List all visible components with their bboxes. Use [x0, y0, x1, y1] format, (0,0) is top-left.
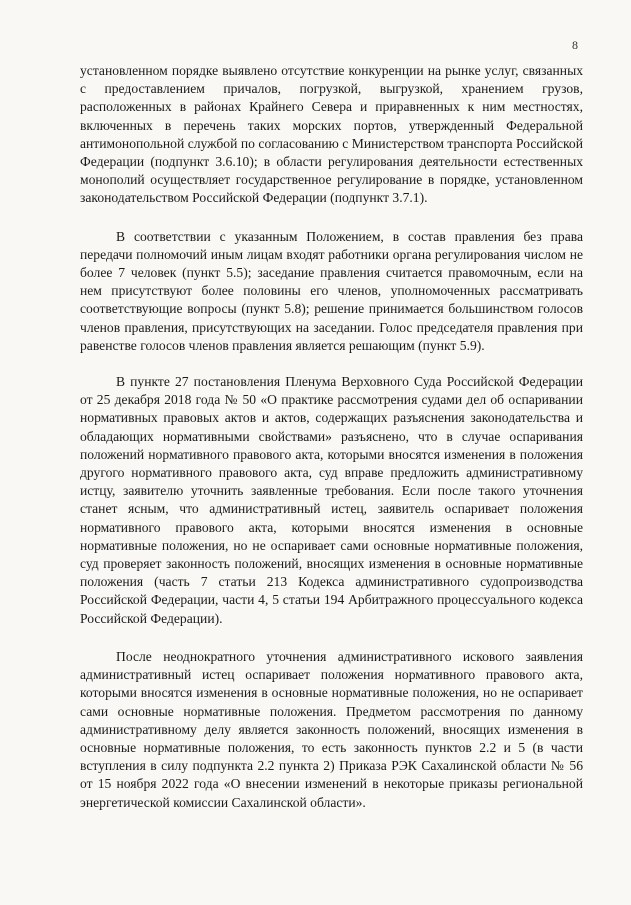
- paragraph-subject-of-review: После неоднократного уточнения административного искового заявления административный истец оспаривает положения нормативного правового акта, которыми вносятся изменения в основные нормативные положения, но не оспаривает сами основные нормативные положения. Предметом рассмотрения по данному административному делу является законность положений, вносящих изменения в основные нормативные положения, то есть законность пунктов 2.2 и 5 (в части вступления в силу подпункта 2.2 пункта 2) Приказа РЭК Сахалинской области № 56 от 15 ноября 2022 года «О внесении изменений в некоторые приказы региональной энергетической комиссии Сахалинской области».: [80, 648, 583, 810]
- paragraph-board-composition: В соответствии с указанным Положением, в состав правления без права передачи полномочий иным лицам входят работники органа регулирования числом не более 7 человек (пункт 5.5); заседание правления считается правомочным, если на нем присутствуют более половины его членов, уполномоченных рассматривать соответствующие вопросы (пункт 5.8); решение принимается большинством голосов членов правления, присутствующих на заседании. Голос председателя правления при равенстве голосов членов правления является решающим (пункт 5.9).: [80, 228, 583, 353]
- document-body: [80, 62, 583, 812]
- page-number: 8: [572, 38, 578, 52]
- paragraph-plenum-clarification: В пункте 27 постановления Пленума Верховного Суда Российской Федерации от 25 декабря 2018 года № 50 «О практике рассмотрения судами дел об оспаривании нормативных правовых актов и актов, содержащих разъяснения законодательства и обладающих нормативными свойствами» разъяснено, что в случае оспаривания положений нормативного правового акта, которыми вносятся изменения в положения другого нормативного правового акта, суд вправе предложить административному истцу, заявителю уточнить заявленные требования. Если после такого уточнения станет ясным, что административный истец, заявитель оспаривает положения нормативного правового акта, которыми вносятся изменения в основные нормативные положения, но не оспаривает сами основные нормативные положения, суд проверяет законность положений, вносящих изменения в основные нормативные положения (часть 7 статьи 213 Кодекса административного судопроизводства Российской Федерации, части 4, 5 статьи 194 Арбитражного процессуального кодекса Российской Федерации).: [80, 374, 583, 626]
- paragraph-continuation: установленном порядке выявлено отсутствие конкуренции на рынке услуг, связанных с предоставлением причалов, погрузкой, выгрузкой, хранением грузов, расположенных в районах Крайнего Севера и приравненных к ним местностях, включенных в перечень таких морских портов, утвержденный Федеральной антимонопольной службой по согласованию с Министерством транспорта Российской Федерации (подпункт 3.6.10); в области регулирования деятельности естественных монополий осуществляет государственное регулирование в порядке, установленном законодательством Российской Федерации (подпункт 3.7.1).: [80, 63, 583, 206]
